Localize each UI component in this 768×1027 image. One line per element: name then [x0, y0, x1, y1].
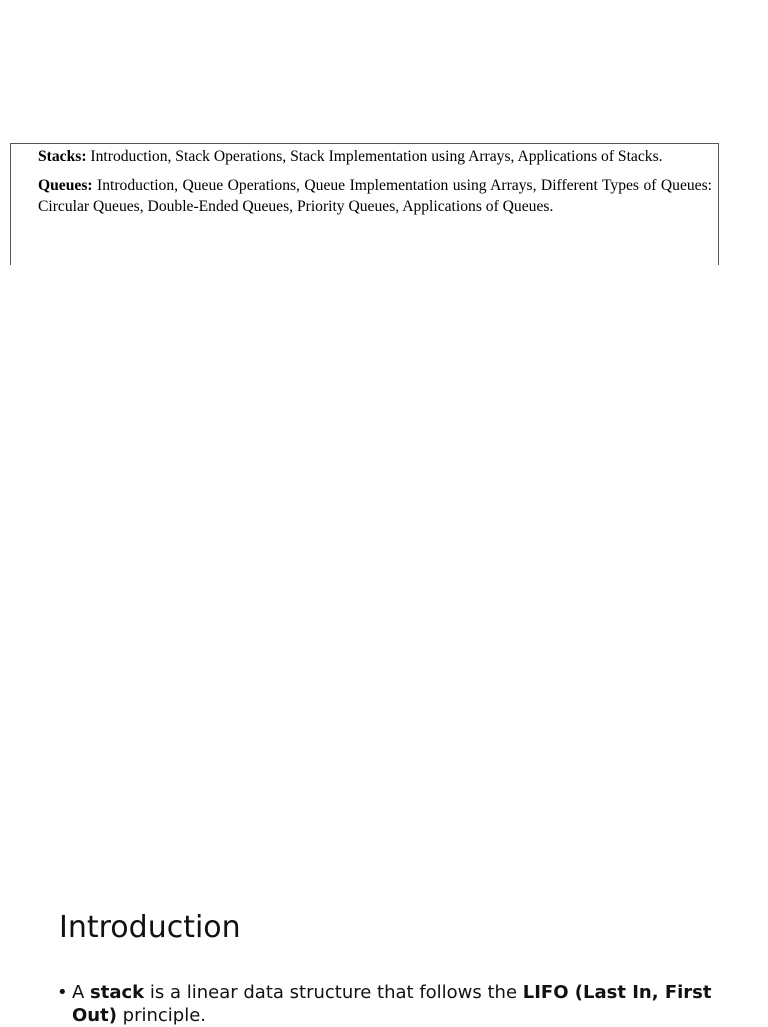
- syllabus-queues-paragraph: [38, 175, 712, 217]
- bullet-prefix: A: [72, 982, 91, 1003]
- bullet-principle: LIFO (Last In, First Out): [72, 982, 712, 1026]
- syllabus-stacks-term: Stacks:: [38, 148, 87, 165]
- bullet-term-stack: stack: [90, 982, 145, 1003]
- bullet-suffix: principle.: [116, 1005, 207, 1026]
- slide-title: Introduction: [59, 910, 241, 945]
- syllabus-excerpt: [10, 143, 719, 265]
- syllabus-queues-term: Queues:: [38, 177, 93, 194]
- bullet-middle: is a linear data structure that follows the: [144, 982, 523, 1003]
- bullet-marker: •: [57, 982, 68, 1003]
- bullet-list: [57, 981, 717, 1027]
- syllabus-stacks-text: Introduction, Stack Operations, Stack Implementation using Arrays, Applications of Stacks.: [86, 148, 663, 165]
- syllabus-stacks-paragraph: [38, 146, 712, 167]
- bullet-item: [57, 981, 717, 1027]
- syllabus-queues-text: Introduction, Queue Operations, Queue Implementation using Arrays, Different Types of Queues: Circular Queues, Double-Ended Queues, Priority Queues, Applications of Queues.: [38, 177, 712, 215]
